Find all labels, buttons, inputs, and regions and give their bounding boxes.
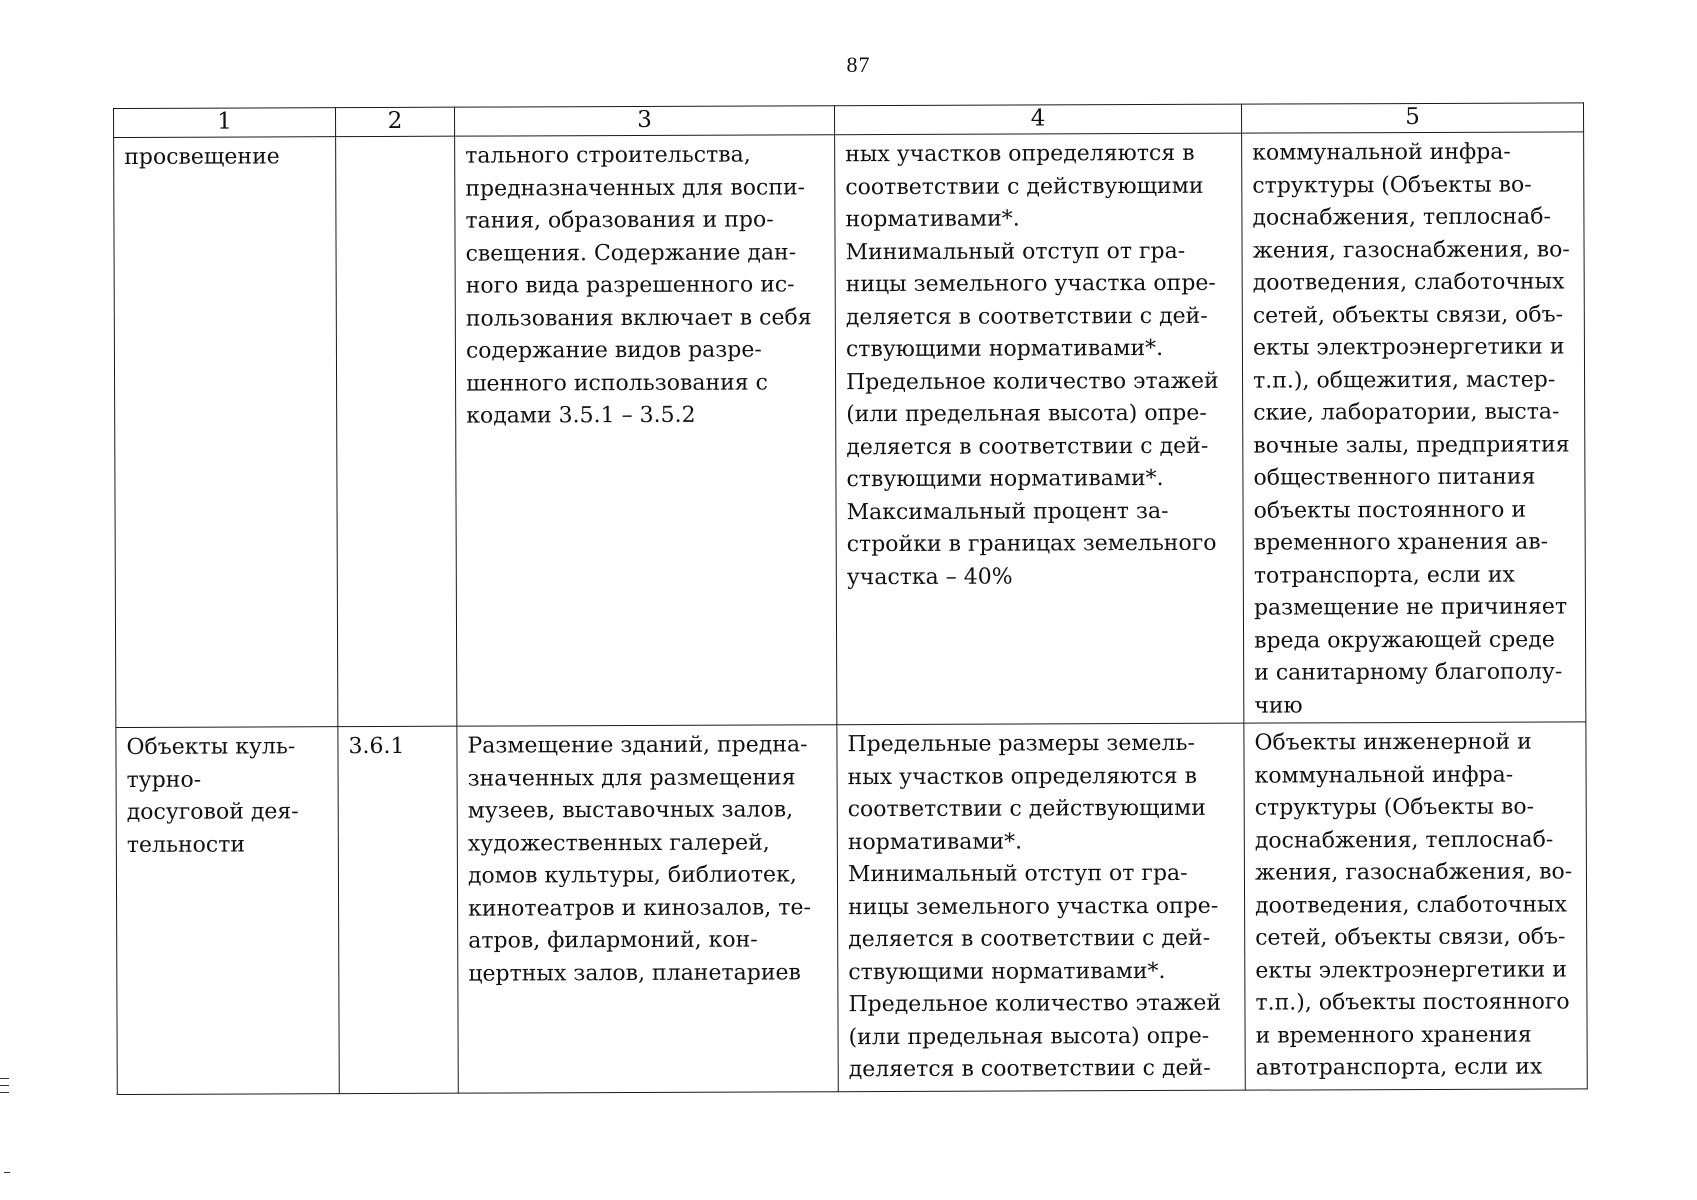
regulations-table: [113, 102, 1588, 1095]
auxiliary-uses-text: Объекты инженерной и коммунальной инфра- структуры (Объекты во- доснабжения, теплоснаб- жения, газоснабжения, во- доотведения, слаботочных сетей, объекты связи, объ- екты электроэнергетики и т.п.), объекты постоянного и временного хранения автотранспорта, если их: [1254, 729, 1573, 1081]
column-header-4: 4: [834, 104, 1241, 135]
parameters-cell: [837, 723, 1245, 1092]
table-row: [116, 722, 1587, 1095]
scan-edge-tick: [4, 1172, 10, 1173]
use-type-name-cell: [114, 137, 338, 728]
column-header-5: 5: [1241, 103, 1583, 133]
use-description-cell: [455, 135, 837, 726]
column-header-3: 3: [454, 106, 834, 136]
page-number: 87: [846, 52, 871, 77]
use-description: тального строительства, предназначенных для воспи- тания, образования и про- свещения. Содержание дан- ного вида разрешенного ис- пользования включает в себя содержание видов разре- шенного использования с кодами 3.5.1 – 3.5.2: [465, 142, 812, 429]
parameters-text: Предельные размеры земель- ных участков определяются в соответствии с действующими нормативами*. Минимальный отступ от гра- ницы земельного участка опре- деляется в соответствии с дей- ствующими нормативами*. Предельное количество этажей (или предельная высота) опре- деляется в соответствии с дей-: [847, 730, 1222, 1083]
auxiliary-uses-cell: [1244, 722, 1587, 1090]
column-header-2: 2: [336, 107, 455, 136]
use-code-cell: [336, 136, 457, 726]
table-row: [114, 132, 1586, 728]
scan-edge-marks: [0, 1078, 12, 1099]
use-type-name: Объекты куль- турно- досуговой дея- тельности: [126, 734, 299, 858]
parameters-text: ных участков определяются в соответствии с действующими нормативами*. Минимальный отступ от гра- ницы земельного участка опре- деляется в соответствии с дей- ствующими нормативами*. Предельное количество этажей (или предельная высота) опре- деляется в соответствии с дей- ствующими нормативами*. Максимальный процент за- стройки в границах земельного участка – 40%: [845, 140, 1219, 590]
parameters-cell: [835, 133, 1244, 725]
use-code-cell: [338, 726, 458, 1093]
use-description-cell: [457, 725, 838, 1093]
column-header-1: 1: [114, 108, 336, 138]
use-description: Размещение зданий, предна- значенных для размещения музеев, выставочных залов, художественных галерей, домов культуры, библиотек, кинотеатров и кинозалов, те- атров, филармоний, кон- цертных залов, планетариев: [467, 732, 811, 987]
use-code: 3.6.1: [348, 733, 405, 760]
use-type-name-cell: [116, 727, 339, 1095]
use-type-name: просвещение: [124, 144, 280, 170]
auxiliary-uses-text: коммунальной инфра- структуры (Объекты во- доснабжения, теплоснаб- жения, газоснабжения, во- доотведения, слаботочных сетей, объекты связи, объ- екты электроэнергетики и т.п.), общежития, мастер- ские, лаборатории, выста- вочные залы, предприятия общественного питания объекты постоянного и временного хранения ав- тотранспорта, если их размещение не причиняет вреда окружающей среде и санитарному благополу- чию: [1252, 139, 1570, 719]
auxiliary-uses-cell: [1242, 132, 1586, 723]
